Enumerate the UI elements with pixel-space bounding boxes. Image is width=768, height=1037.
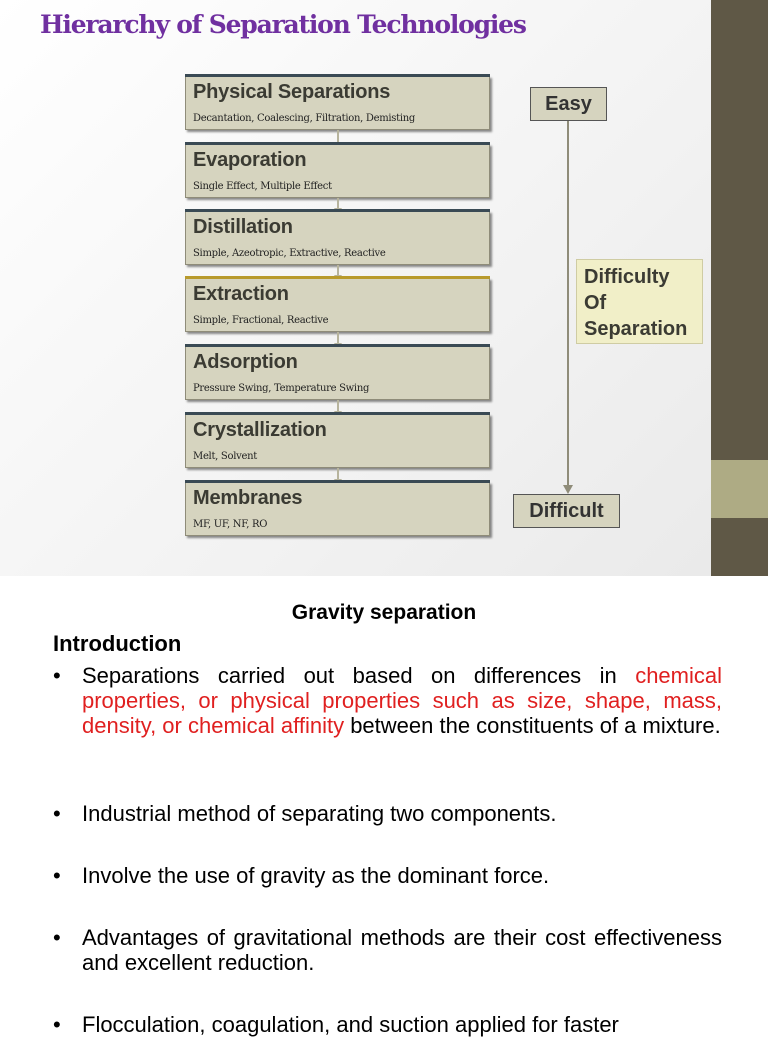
document-heading: Gravity separation (291, 601, 477, 624)
side-bar-accent (711, 460, 768, 518)
step-name: Extraction (193, 283, 289, 305)
difficulty-arrow (567, 121, 569, 486)
step-crystallization (185, 414, 490, 468)
bullet-text-pre: Separations carried out based on differences in (82, 663, 636, 688)
step-evaporation (185, 144, 490, 198)
bullet-text-post: between the constituents of a mixture. (344, 713, 721, 738)
step-subtitle: Simple, Azeotropic, Extractive, Reactive (193, 248, 386, 259)
bullet-marker: • (53, 863, 61, 888)
step-name: Adsorption (193, 351, 298, 373)
bullet-marker: • (53, 801, 61, 826)
bullet-item (53, 663, 722, 738)
step-name: Membranes (193, 487, 303, 509)
bullet-marker: • (53, 663, 61, 688)
bullet-item (53, 801, 722, 826)
bullet-text-emphasis: chemical properties, or physical properties such as size, shape, mass, density, or chemical affinity (82, 663, 722, 738)
bullet-marker: • (53, 1012, 61, 1037)
step-extraction (185, 278, 490, 332)
step-subtitle: MF, UF, NF, RO (193, 519, 268, 530)
bullet-text: Advantages of gravitational methods are their cost effectiveness and excellent reduction. (82, 925, 722, 975)
bullet-item (53, 863, 722, 888)
difficult-label: Difficult (529, 499, 604, 522)
bullet-item (53, 1012, 722, 1037)
step-membranes (185, 482, 490, 536)
easy-label: Easy (545, 92, 592, 115)
step-adsorption (185, 346, 490, 400)
bullet-text: Involve the use of gravity as the dominant force. (82, 863, 550, 888)
difficulty-of-separation-box (576, 259, 703, 344)
step-subtitle: Pressure Swing, Temperature Swing (193, 383, 370, 394)
bullet-text: Industrial method of separating two components. (82, 801, 557, 826)
difficulty-line: Of (584, 292, 607, 314)
step-name: Physical Separations (193, 81, 391, 103)
step-subtitle: Simple, Fractional, Reactive (193, 315, 329, 326)
bullet-item (53, 925, 722, 975)
difficulty-line: Difficulty (584, 266, 670, 288)
bullet-text: Flocculation, coagulation, and suction applied for faster (82, 1012, 619, 1037)
step-name: Distillation (193, 216, 293, 238)
section-title: Introduction (53, 631, 182, 656)
difficult-label-box (513, 494, 620, 528)
step-physical-separations (185, 76, 490, 130)
step-name: Evaporation (193, 149, 307, 171)
step-subtitle: Single Effect, Multiple Effect (193, 181, 332, 192)
bullet-marker: • (53, 925, 61, 950)
bullet-text (82, 663, 722, 738)
difficulty-line: Separation (584, 318, 688, 340)
step-subtitle: Melt, Solvent (193, 451, 257, 462)
step-name: Crystallization (193, 419, 327, 441)
slide-side-bar (711, 0, 768, 576)
step-distillation (185, 211, 490, 265)
slide-title: Hierarchy of Separation Technologies (40, 10, 526, 39)
easy-label-box (530, 87, 607, 121)
step-subtitle: Decantation, Coalescing, Filtration, Demisting (193, 113, 415, 124)
